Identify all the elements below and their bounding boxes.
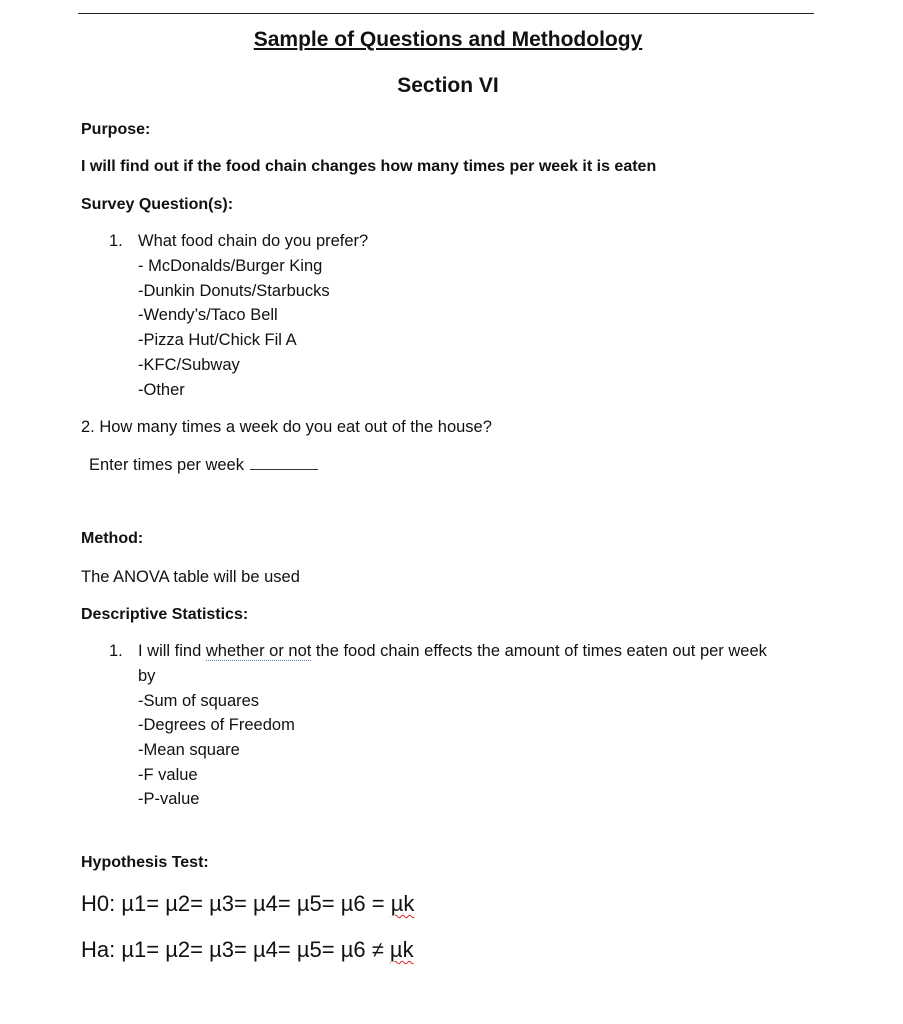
question-2-text: 2. How many times a week do you eat out of the house? [81, 418, 492, 436]
question-1-option: -Other [138, 381, 185, 399]
entry-label: Enter times per week [89, 456, 244, 474]
top-rule [78, 13, 814, 14]
question-1-number: 1. [109, 232, 123, 250]
null-hypothesis-text: H0: µ1= µ2= µ3= µ4= µ5= µ6 = [81, 891, 391, 916]
spellcheck-flagged-text: µk [390, 891, 415, 916]
alternative-hypothesis [81, 937, 414, 963]
descriptive-item: -Mean square [138, 741, 240, 759]
null-hypothesis [81, 891, 414, 917]
descriptive-label: Descriptive Statistics: [81, 606, 249, 623]
hypothesis-label: Hypothesis Test: [81, 854, 209, 871]
purpose-text: I will find out if the food chain changes how many times per week it is eaten [81, 158, 657, 175]
question-2-entry [89, 456, 318, 475]
spellcheck-flagged-text: µk [389, 937, 414, 962]
document-title: Sample of Questions and Methodology [253, 28, 643, 51]
question-1-option: -Pizza Hut/Chick Fil A [138, 331, 297, 349]
survey-label: Survey Question(s): [81, 196, 234, 213]
descriptive-1-text-after: the food chain effects the amount of times eaten out per week [311, 642, 767, 660]
section-heading: Section VI [397, 74, 499, 97]
descriptive-1-text-before: I will find [138, 642, 206, 660]
grammar-flagged-text: whether or not [205, 642, 312, 660]
question-1-option: -Dunkin Donuts/Starbucks [138, 282, 330, 300]
alternative-hypothesis-text: Ha: µ1= µ2= µ3= µ4= µ5= µ6 ≠ [81, 937, 390, 962]
entry-blank [250, 459, 318, 470]
descriptive-1-number: 1. [109, 642, 123, 660]
question-1-text: What food chain do you prefer? [138, 232, 369, 250]
question-1-option: -Wendy’s/Taco Bell [138, 306, 278, 324]
descriptive-item: -Sum of squares [138, 692, 260, 710]
purpose-label: Purpose: [81, 121, 151, 138]
descriptive-item: -P-value [138, 790, 200, 808]
question-1-option: - McDonalds/Burger King [138, 257, 323, 275]
question-1-option: -KFC/Subway [138, 356, 240, 374]
descriptive-1-wrap: by [138, 667, 156, 685]
method-label: Method: [81, 530, 144, 547]
descriptive-item: -F value [138, 766, 198, 784]
descriptive-item: -Degrees of Freedom [138, 716, 295, 734]
descriptive-1-text [138, 642, 767, 661]
method-text: The ANOVA table will be used [81, 568, 300, 586]
